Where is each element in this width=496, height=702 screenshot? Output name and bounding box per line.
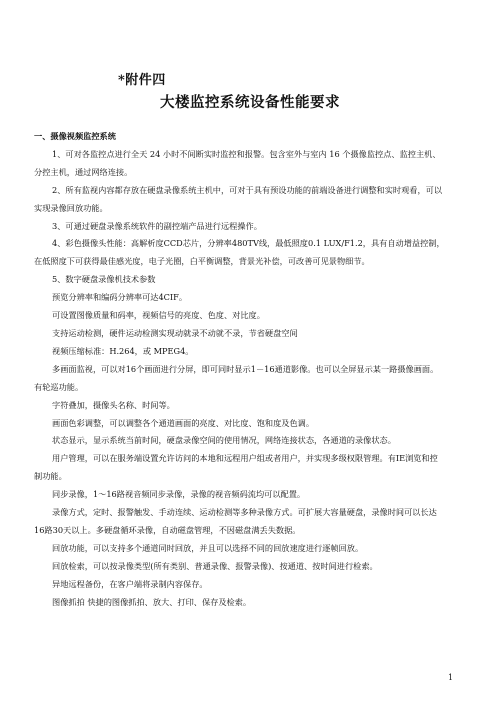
section-heading: 一、摄像视频监控系统 — [34, 131, 116, 141]
paragraph: 可设置图像质量和码率，视频信号的亮度、色度、对比度。 — [52, 310, 265, 321]
paragraph: 画面色彩调整，可以调整各个通道画面的亮度、对比度、饱和度及色调。 — [52, 417, 315, 428]
paragraph: 录像方式，定时、报警触发、手动连续、运动检测等多种录像方式。可扩展大容量硬盘，录像时间可以长达16路30天以上。多硬盘循环录像，自动磁盘管理，不因磁盘满丢失数据。 — [34, 507, 437, 535]
document-title: 大楼监控系统设备性能要求 — [160, 94, 340, 111]
paragraph: 回放检索，可以按录像类型(所有类别、普通录像、报警录像)、按通道、按时间进行检索。 — [52, 560, 378, 571]
attachment-label: *附件四 — [118, 73, 166, 88]
paragraph: 字符叠加，摄像头名称、时间等。 — [52, 399, 175, 410]
paragraph: 3、可通过硬盘录像系统软件的副控端产品进行远程操作。 — [52, 220, 262, 231]
paragraph: 4、彩色摄像头性能：高解析度CCD芯片，分辨率480TV线，最低照度0.1 LUX/F1.2，具有自动增益控制，在低照度下可获得最佳感光度，电子光圈，白平衡调整，背景光补偿，可改善可见景物细节。 — [34, 238, 445, 267]
paragraph: 图像抓拍 快捷的图像抓拍、放大、打印、保存及检索。 — [52, 596, 252, 607]
paragraph: 同步录像，1～16路视音频同步录像，录像的视音频码流均可以配置。 — [52, 489, 306, 500]
paragraph: 支持运动检测，硬件运动检测实现动就录不动就不录，节省硬盘空间 — [52, 327, 298, 338]
paragraph: 预览分辨率和编码分辨率可达4CIF。 — [52, 292, 188, 303]
paragraph: 2、所有监视内容都存放在硬盘录像系统主机中，可对于具有预设功能的前端设备进行调整和实时观看，可以实现录像回放功能。 — [34, 184, 443, 213]
paragraph: 1、可对各监控点进行全天 24 小时不间断实时监控和报警。包含室外与室内 16 个摄像监控点、监控主机、分控主机，通过网络连接。 — [34, 148, 441, 177]
paragraph: 5、数字硬盘录像机技术参数 — [52, 274, 156, 285]
paragraph: 回放功能，可以支持多个通道同时回放，并且可以选择不同的回放速度进行逐帧回放。 — [52, 542, 364, 553]
paragraph: 状态显示，显示系统当前时间，硬盘录像空间的使用情况，网络连接状态，各通道的录像状态。 — [52, 435, 396, 446]
paragraph: 用户管理，可以在服务端设置允许访问的本地和远程用户组或者用户，并实现多级权限管理。有IE浏览和控制功能。 — [34, 453, 438, 482]
page-number: 1 — [448, 673, 454, 682]
paragraph: 视频压缩标准：H.264，或 MPEG4。 — [52, 345, 194, 356]
document-body — [34, 128, 446, 611]
paragraph: 多画面监视，可以对16个画面进行分屏，即可同时显示1－16通道影像。也可以全屏显示某一路摄像画面。有轮巡功能。 — [34, 363, 439, 392]
paragraph: 异地远程备份，在客户端将录制内容保存。 — [52, 578, 208, 589]
